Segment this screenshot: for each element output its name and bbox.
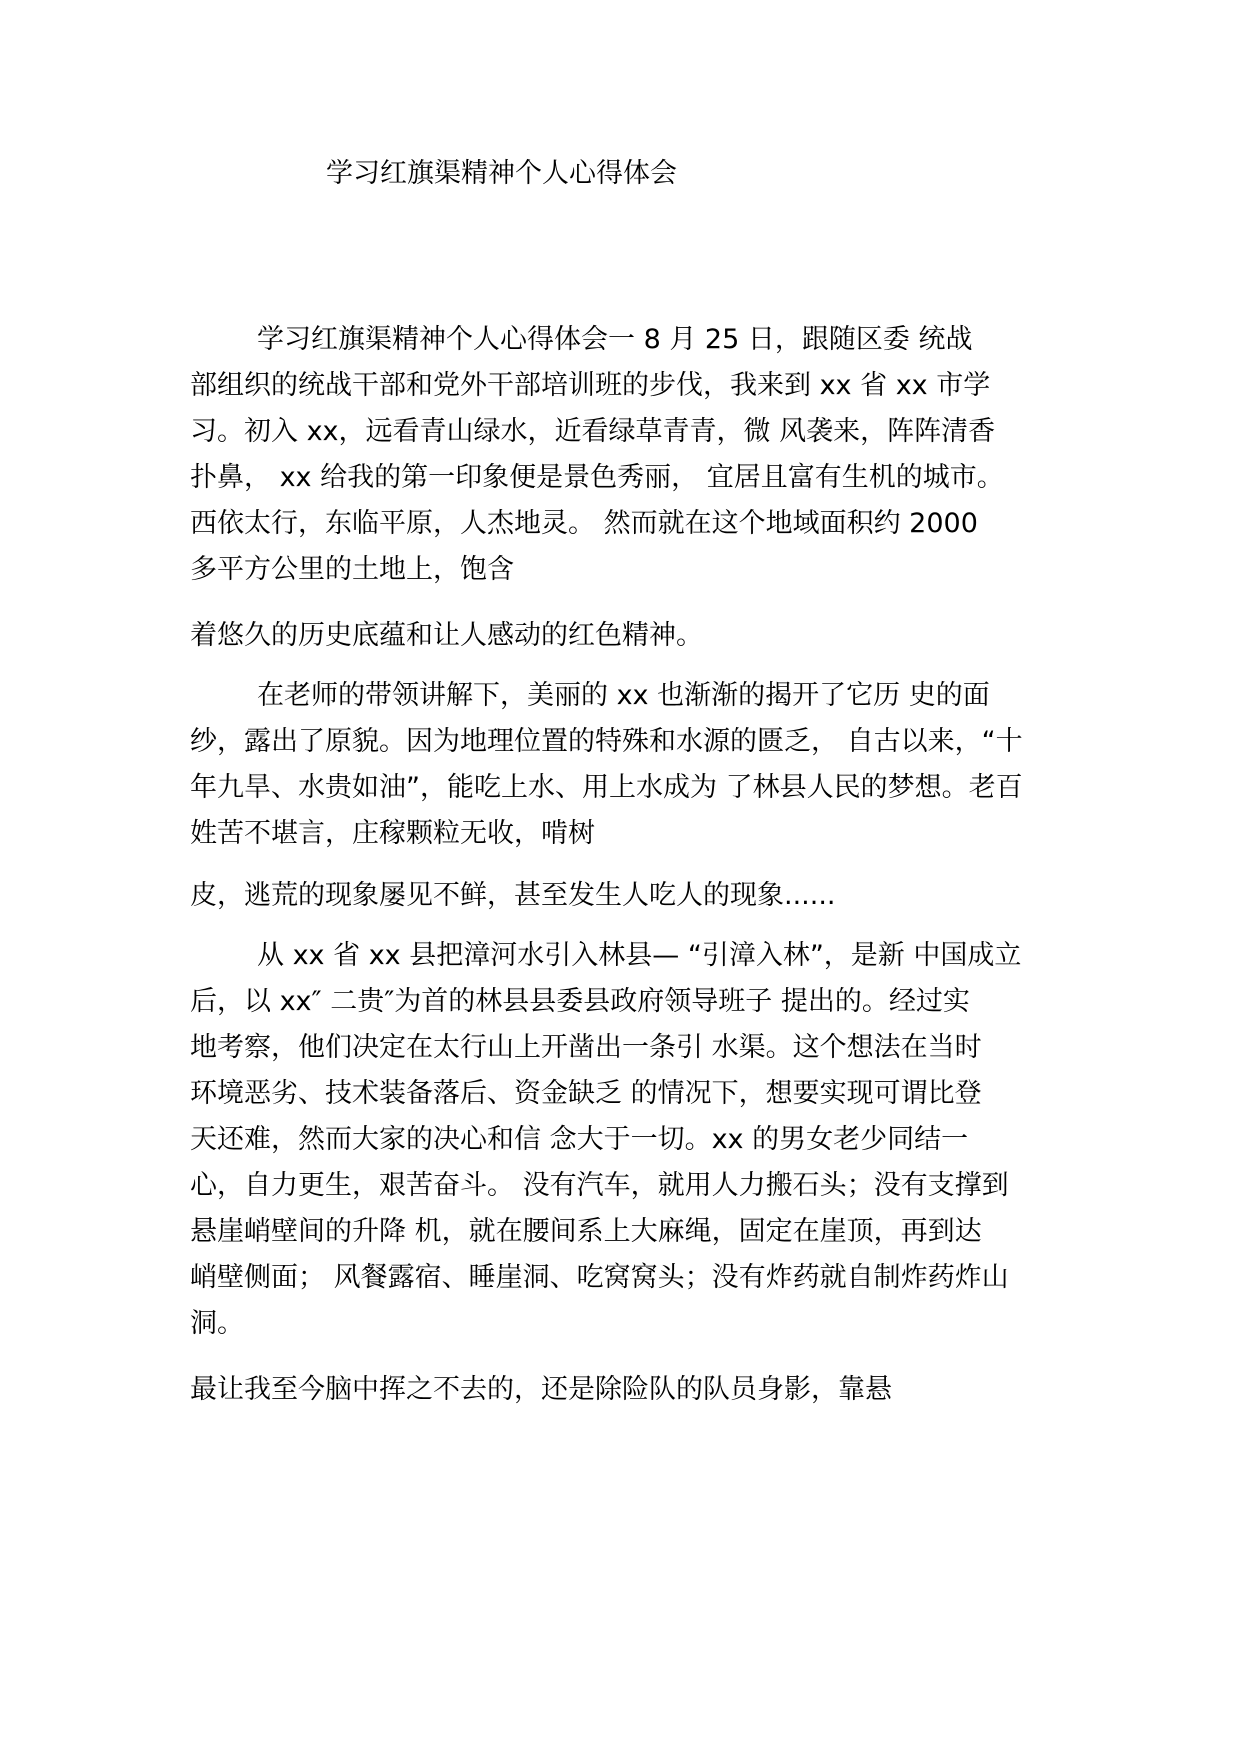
text-line: 环境恶劣、技术装备落后、资金缺乏 的情况下，想要实现可谓比登	[190, 1078, 982, 1109]
text-line: 习。初入 xx，远看青山绿水，近看绿草青青，微 风袭来，阵阵清香	[190, 416, 996, 447]
text-line: 心，自力更生，艰苦奋斗。 没有汽车，就用人力搬石头；没有支撑到	[190, 1170, 1009, 1201]
text-line: 部组织的统战干部和党外干部培训班的步伐，我来到 xx 省 xx 市学	[190, 370, 991, 401]
text-line: 纱，露出了原貌。因为地理位置的特殊和水源的匮乏， 自古以来，“十	[190, 726, 1023, 757]
text-line: 西依太行，东临平原，人杰地灵。 然而就在这个地域面积约 2000	[190, 508, 978, 539]
text-line: 着悠久的历史底蕴和让人感动的红色精神。	[190, 620, 703, 651]
text-line: 悬崖峭壁间的升降 机，就在腰间系上大麻绳，固定在崖顶，再到达	[190, 1216, 982, 1247]
text-line: 学习红旗渠精神个人心得体会一 8 月 25 日，跟随区委 统战	[257, 324, 973, 355]
text-line: 在老师的带领讲解下，美丽的 xx 也渐渐的揭开了它历 史的面	[257, 680, 990, 711]
text-line: 多平方公里的土地上，饱含	[190, 554, 514, 585]
text-line: 从 xx 省 xx 县把漳河水引入林县— “引漳入林”，是新 中国成立	[257, 940, 1022, 971]
text-line: 皮，逃荒的现象屡见不鲜，甚至发生人吃人的现象......	[190, 880, 836, 911]
document-title: 学习红旗渠精神个人心得体会	[326, 158, 677, 189]
text-line: 最让我至今脑中挥之不去的，还是除险队的队员身影，靠悬	[190, 1374, 892, 1405]
text-line: 天还难，然而大家的决心和信 念大于一切。xx 的男女老少同结一	[190, 1124, 969, 1155]
text-line: 扑鼻， xx 给我的第一印象便是景色秀丽， 宜居且富有生机的城市。	[190, 462, 1004, 493]
text-line: 姓苦不堪言，庄稼颗粒无收，啃树	[190, 818, 595, 849]
text-line: 年九旱、水贵如油”，能吃上水、用上水成为 了林县人民的梦想。老百	[190, 772, 1023, 803]
text-line: 洞。	[190, 1308, 244, 1339]
text-line: 峭壁侧面； 风餐露宿、睡崖洞、吃窝窝头；没有炸药就自制炸药炸山	[190, 1262, 1009, 1293]
text-line: 地考察，他们决定在太行山上开凿出一条引 水渠。这个想法在当时	[190, 1032, 982, 1063]
text-line: 后，以 xx″ 二贵″为首的林县县委县政府领导班子 提出的。经过实	[190, 986, 970, 1017]
